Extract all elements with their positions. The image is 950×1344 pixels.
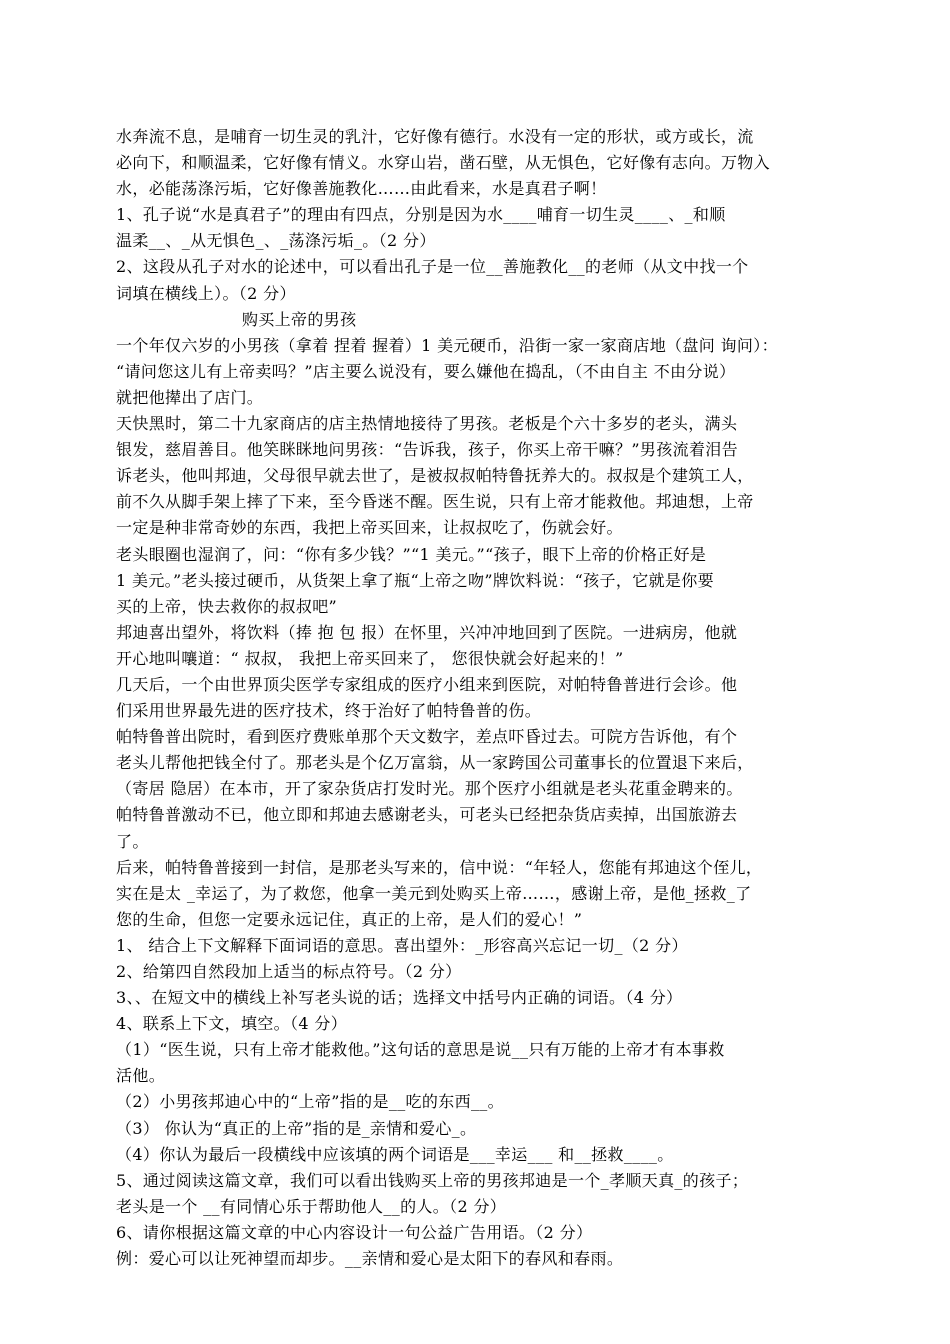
question-line: 词填在横线上）。（2 分）: [116, 283, 296, 303]
story-line: 您的生命，但您一定要永远记住，真正的上帝，是人们的爱心！”: [116, 909, 583, 929]
question-line: 活他。: [116, 1066, 166, 1086]
story-line: 几天后，一个由世界顶尖医学专家组成的医疗小组来到医院，对帕特鲁普进行会诊。他: [116, 674, 738, 694]
question-line: 6、请你根据这篇文章的中心内容设计一句公益广告用语。（2 分）: [116, 1222, 593, 1242]
story-line: 帕特鲁普出院时，看到医疗费账单那个天文数字，差点吓昏过去。可院方告诉他，有个: [116, 727, 738, 747]
story-line: 老头眼圈也湿润了，问：“你有多少钱？”“1 美元。”“孩子，眼下上帝的价格正好是: [116, 544, 707, 564]
question-line: 4、联系上下文，填空。（4 分）: [116, 1014, 348, 1034]
question-line: 温柔__、_从无惧色_、_荡涤污垢_。（2 分）: [116, 231, 436, 251]
story-line: 银发，慈眉善目。他笑眯眯地问男孩：“告诉我，孩子，你买上帝干嘛？”男孩流着泪告: [116, 440, 739, 460]
question-line: （1）“医生说，只有上帝才能救他。”这句话的意思是说__只有万能的上帝才有本事救: [116, 1040, 725, 1060]
question-line: 3、、在短文中的横线上补写老头说的话；选择文中括号内正确的词语。（4 分）: [116, 988, 683, 1008]
story-line: 们采用世界最先进的医疗技术，终于治好了帕特鲁普的伤。: [116, 701, 542, 721]
question-line: 2、给第四自然段加上适当的标点符号。（2 分）: [116, 962, 462, 981]
story-line: 就把他撵出了店门。: [116, 387, 264, 407]
question-line: 2、这段从孔子对水的论述中，可以看出孔子是一位__善施教化__的老师（从文中找一个: [116, 257, 749, 277]
story-line: 诉老头，他叫邦迪，父母很早就去世了，是被叔叔帕特鲁抚养大的。叔叔是个建筑工人，: [116, 466, 754, 486]
story-line: “请问您这儿有上帝卖吗？”店主要么说没有，要么嫌他在捣乱，（不由自主 不由分说）: [116, 361, 736, 381]
question-line: 5、通过阅读这篇文章，我们可以看出钱购买上帝的男孩邦迪是一个_孝顺天真_的孩子；: [116, 1170, 749, 1190]
passage-line: 水，必能荡涤污垢，它好像善施教化……由此看来，水是真君子啊！: [116, 179, 607, 199]
story-line: 天快黑时，第二十九家商店的店主热情地接待了男孩。老板是个六十多岁的老头，满头: [116, 414, 738, 434]
question-line: （4）你认为最后一段横线中应该填的两个词语是___幸运___ 和__拯救____。: [116, 1144, 674, 1164]
story-line: 前不久从脚手架上摔了下来，至今昏迷不醒。医生说，只有上帝才能救他。邦迪想，上帝: [116, 492, 754, 512]
story-line: 1 美元。”老头接过硬币，从货架上拿了瓶“上帝之吻”牌饮料说：“孩子，它就是你要: [116, 570, 714, 590]
story-line: 帕特鲁普激动不已，他立即和邦迪去感谢老头，可老头已经把杂货店卖掉，出国旅游去: [116, 805, 738, 825]
story-line: 一定是种非常奇妙的东西，我把上帝买回来，让叔叔吃了，伤就会好。: [116, 518, 623, 538]
question-line: 例：爱心可以让死神望而却步。__亲情和爱心是太阳下的春风和春雨。: [116, 1249, 624, 1269]
story-line: 邦迪喜出望外，将饮料（捧 抱 包 报）在怀里，兴冲冲地回到了医院。一进病房，他就: [116, 622, 738, 642]
story-title: 购买上帝的男孩: [242, 309, 357, 329]
story-line: 实在是太 _幸运了，为了救您，他拿一美元到处购买上帝……，感谢上帝，是他_拯救_了: [116, 883, 752, 903]
story-line: 老头儿帮他把钱全付了。那老头是个亿万富翁，从一家跨国公司董事长的位置退下来后，: [116, 753, 754, 773]
document-page: [116, 124, 846, 1272]
question-line: 1、孔子说“水是真君子”的理由有四点，分别是因为水____哺育一切生灵____、_和顺: [116, 205, 726, 225]
story-line: 买的上帝，快去救你的叔叔吧”: [116, 596, 338, 616]
question-line: （2）小男孩邦迪心中的“上帝”指的是__吃的东西__。: [116, 1092, 504, 1112]
question-line: 1、 结合上下文解释下面词语的意思。喜出望外：_形容高兴忘记一切_（2 分）: [116, 935, 688, 955]
story-line: 了。: [116, 831, 149, 851]
story-line: （寄居 隐居）在本市，开了家杂货店打发时光。那个医疗小组就是老头花重金聘来的。: [116, 779, 743, 799]
story-line: 一个年仅六岁的小男孩（拿着 捏着 握着）1 美元硬币，沿街一家一家商店地（盘问 询问）：: [116, 335, 778, 355]
story-line: 后来，帕特鲁普接到一封信，是那老头写来的，信中说：“年轻人，您能有邦迪这个侄儿，: [116, 857, 763, 877]
question-line: （3） 你认为“真正的上帝”指的是_亲情和爱心_。: [116, 1118, 477, 1138]
story-line: 开心地叫嚷道：“ 叔叔， 我把上帝买回来了， 您很快就会好起来的！”: [116, 648, 624, 668]
question-line: 老头是一个 __有同情心乐于帮助他人__的人。（2 分）: [116, 1196, 507, 1216]
passage-line: 必向下，和顺温柔，它好像有情义。水穿山岩，凿石壁，从无惧色，它好像有志向。万物入: [116, 153, 771, 173]
passage-line: 水奔流不息，是哺育一切生灵的乳汁，它好像有德行。水没有一定的形状，或方或长，流: [116, 127, 754, 146]
